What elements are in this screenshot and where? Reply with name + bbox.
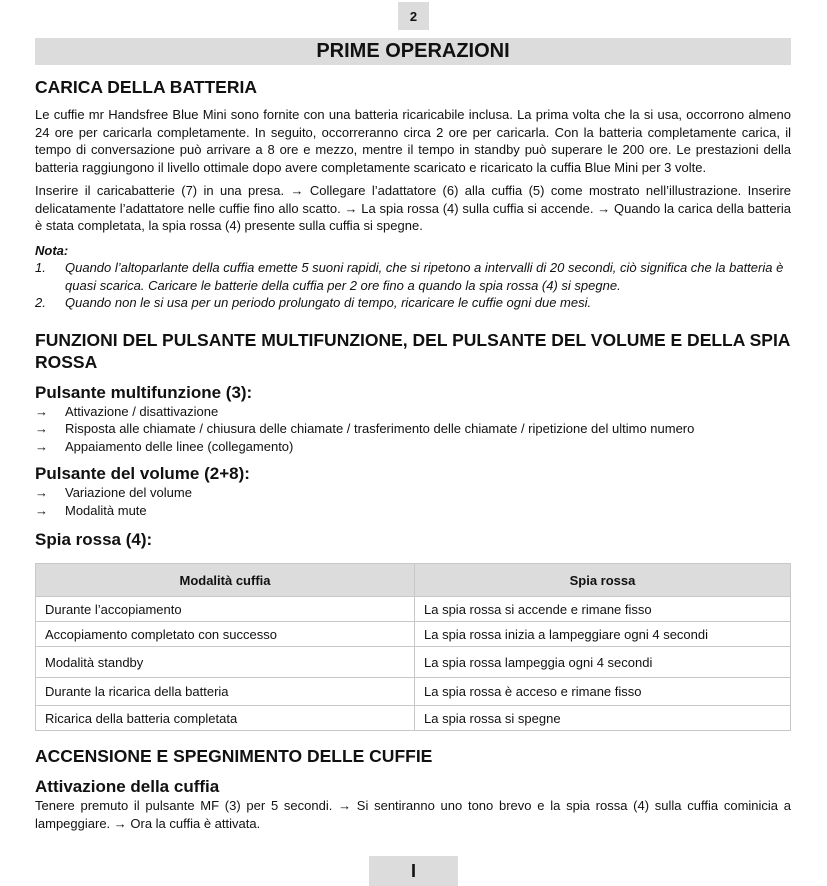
page-number: 2 [398,2,429,30]
note-text: Quando l’altoparlante della cuffia emette 5 suoni rapidi, che si ripetono a intervalli di 20 secondi, ciò significa che la batteria è quasi scarica. Caricare le batterie della cuffia per 2 ore fino a quando la spia rossa (4) si spegne. [65,260,784,293]
led-status-table [35,563,791,731]
table-cell: Modalità standby [36,647,415,678]
activation-paragraph: Tenere premuto il pulsante MF (3) per 5 secondi. → Si sentiranno uno tono brevo e la spia rossa (4) sulla cuffia cominicia a lampeggiare. → Ora la cuffia è attivata. [35,798,791,831]
note-item [35,294,791,312]
column-header-led: Spia rossa [415,564,791,597]
list-item [35,484,791,502]
table-row [36,647,791,678]
table-row [36,597,791,622]
language-tab: I [369,856,458,886]
list-item-text: Variazione del volume [65,485,192,500]
table-cell: La spia rossa inizia a lampeggiare ogni 4 secondi [415,622,791,647]
arrow-icon: → [35,421,48,436]
note-label: Nota: [35,242,69,258]
note-item [35,259,791,294]
list-item-text: Appaiamento delle linee (collegamento) [65,438,294,454]
table-header-row [36,564,791,597]
multifunction-button-heading: Pulsante multifunzione (3): [35,382,253,402]
list-item [35,438,791,456]
list-item [35,420,791,438]
table-row [36,678,791,706]
arrow-icon: → [35,502,48,518]
section-heading-functions: FUNZIONI DEL PULSANTE MULTIFUNZIONE, DEL PULSANTE DEL VOLUME E DELLA SPIA ROSSA [35,329,790,372]
list-item [35,502,791,520]
table-cell: Durante la ricarica della batteria [36,678,415,706]
note-number: 1. [35,260,46,275]
document-body [35,76,791,832]
list-item-text: Risposta alle chiamate / chiusura delle chiamate / trasferimento delle chiamate / ripetizione del ultimo numero [65,421,695,436]
list-item-text: Attivazione / disattivazione [65,403,219,419]
section-heading-battery: CARICA DELLA BATTERIA [35,77,257,97]
table-row [36,706,791,731]
section-heading-power: ACCENSIONE E SPEGNIMENTO DELLE CUFFIE [35,746,433,766]
table-cell: La spia rossa si accende e rimane fisso [415,597,791,622]
table-cell: La spia rossa si spegne [415,706,791,731]
table-cell: La spia rossa lampeggia ogni 4 secondi [415,647,791,678]
battery-paragraph-2: Inserire il caricabatterie (7) in una presa. → Collegare l’adattatore (6) alla cuffia (5) come mostrato nell’illustrazione. Inserire delicatamente l’adattatore nelle cuffie fino allo scatto. → La spia rossa (4) sulla cuffia si accende. → Quando la carica della batteria è stata completata, la spia rossa (4) presente sulla cuffia si spegne. [35,183,791,233]
arrow-icon: → [35,485,48,500]
table-row [36,622,791,647]
table-cell: La spia rossa è acceso e rimane fisso [415,678,791,706]
activation-heading: Attivazione della cuffia [35,777,220,796]
note-number: 2. [35,295,46,310]
red-led-heading: Spia rossa (4): [35,530,153,549]
table-cell: Durante l’accopiamento [36,597,415,622]
volume-button-heading: Pulsante del volume (2+8): [35,464,250,483]
page-title: PRIME OPERAZIONI [35,38,791,65]
table-cell: Accopiamento completato con successo [36,622,415,647]
note-list [35,259,791,312]
list-item-text: Modalità mute [65,502,147,518]
arrow-icon: → [35,403,48,419]
arrow-icon: → [35,438,48,454]
column-header-mode: Modalità cuffia [36,564,415,597]
note-text: Quando non le si usa per un periodo prolungato di tempo, ricaricare le cuffie ogni due mesi. [65,295,592,310]
multifunction-list [35,403,791,456]
list-item [35,403,791,421]
volume-list [35,484,791,519]
table-cell: Ricarica della batteria completata [36,706,415,731]
battery-paragraph-1: Le cuffie mr Handsfree Blue Mini sono fornite con una batteria ricaricabile inclusa. La prima volta che la si usa, occorrono almeno 24 ore per caricarla completamente. In seguito, occorreranno circa 2 ore per caricarla. Con la batteria completamente carica, il tempo di conversazione può arrivare a 8 ore e mezzo, mentre il tempo in standby può superare le 200 ore. Le prestazioni della batteria raggiungono il livello ottimale dopo avere completamente scaricato e ricaricato la cuffia Blue Mini per 3 volte. [35,107,791,175]
